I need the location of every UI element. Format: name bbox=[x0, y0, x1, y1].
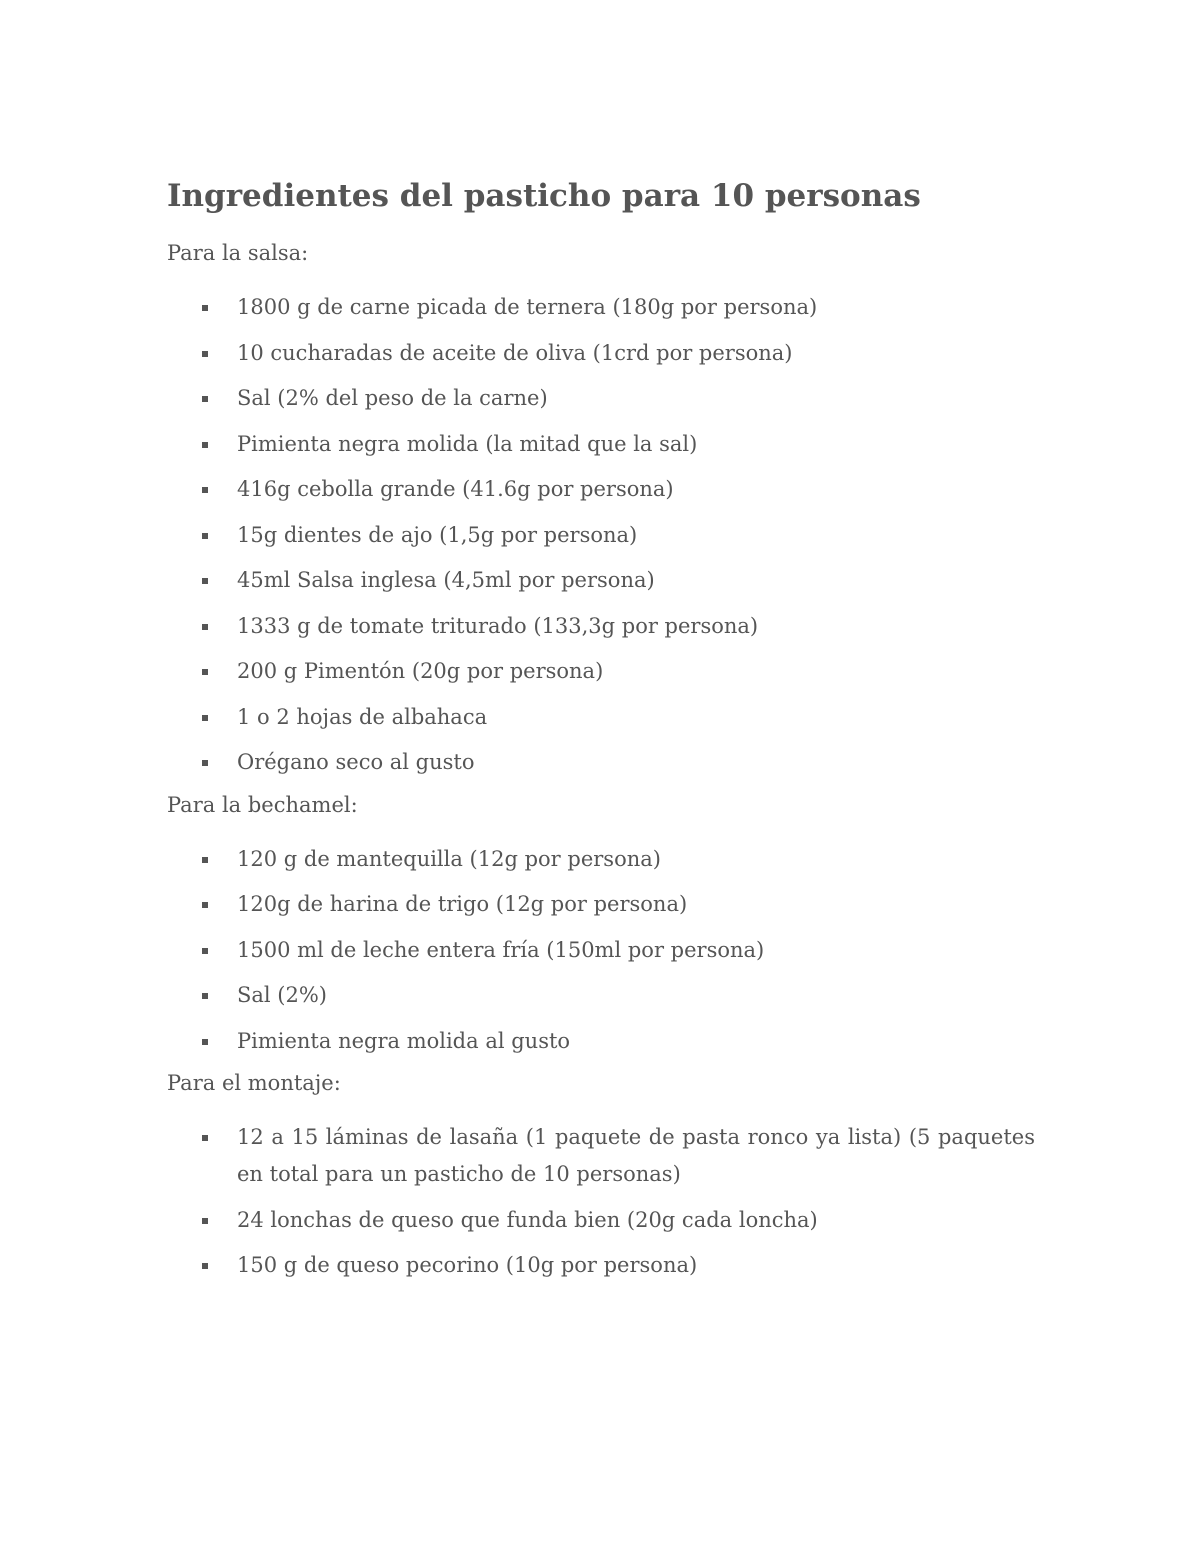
list-item: Sal (2%) bbox=[167, 977, 1035, 1014]
list-item: 12 a 15 láminas de lasaña (1 paquete de pasta ronco ya lista) (5 paquetes en total para un pasticho de 10 personas) bbox=[167, 1119, 1035, 1193]
document-page bbox=[167, 170, 1035, 1293]
bullet-icon bbox=[202, 533, 208, 539]
list-item: 416g cebolla grande (41.6g por persona) bbox=[167, 471, 1035, 508]
bullet-icon bbox=[202, 351, 208, 357]
bullet-icon bbox=[202, 305, 208, 311]
bullet-icon bbox=[202, 902, 208, 908]
bullet-icon bbox=[202, 487, 208, 493]
bullet-icon bbox=[202, 578, 208, 584]
bullet-icon bbox=[202, 1039, 208, 1045]
bullet-icon bbox=[202, 857, 208, 863]
list-item: Pimienta negra molida (la mitad que la sal) bbox=[167, 426, 1035, 463]
list-item: 1 o 2 hojas de albahaca bbox=[167, 699, 1035, 736]
ingredient-list-salsa bbox=[167, 289, 1035, 781]
list-item: 1500 ml de leche entera fría (150ml por persona) bbox=[167, 932, 1035, 969]
list-item: 120g de harina de trigo (12g por persona) bbox=[167, 886, 1035, 923]
list-item: Sal (2% del peso de la carne) bbox=[167, 380, 1035, 417]
list-item: 15g dientes de ajo (1,5g por persona) bbox=[167, 517, 1035, 554]
section-heading-salsa: Para la salsa: bbox=[167, 241, 309, 265]
list-item: Orégano seco al gusto bbox=[167, 744, 1035, 781]
bullet-icon bbox=[202, 1263, 208, 1269]
bullet-icon bbox=[202, 624, 208, 630]
bullet-icon bbox=[202, 948, 208, 954]
list-item: 1800 g de carne picada de ternera (180g por persona) bbox=[167, 289, 1035, 326]
list-item: 45ml Salsa inglesa (4,5ml por persona) bbox=[167, 562, 1035, 599]
section-heading-montaje: Para el montaje: bbox=[167, 1071, 341, 1095]
bullet-icon bbox=[202, 715, 208, 721]
list-item: 150 g de queso pecorino (10g por persona) bbox=[167, 1247, 1035, 1284]
list-item: 120 g de mantequilla (12g por persona) bbox=[167, 841, 1035, 878]
page-title: Ingredientes del pasticho para 10 personas bbox=[167, 178, 921, 214]
list-item: 200 g Pimentón (20g por persona) bbox=[167, 653, 1035, 690]
bullet-icon bbox=[202, 1218, 208, 1224]
bullet-icon bbox=[202, 993, 208, 999]
list-item: 10 cucharadas de aceite de oliva (1crd por persona) bbox=[167, 335, 1035, 372]
bullet-icon bbox=[202, 1135, 208, 1141]
list-item: Pimienta negra molida al gusto bbox=[167, 1023, 1035, 1060]
ingredient-list-montaje bbox=[167, 1119, 1035, 1284]
bullet-icon bbox=[202, 396, 208, 402]
bullet-icon bbox=[202, 760, 208, 766]
list-item: 24 lonchas de queso que funda bien (20g cada loncha) bbox=[167, 1202, 1035, 1239]
bullet-icon bbox=[202, 669, 208, 675]
list-item: 1333 g de tomate triturado (133,3g por persona) bbox=[167, 608, 1035, 645]
bullet-icon bbox=[202, 442, 208, 448]
ingredient-list-bechamel bbox=[167, 841, 1035, 1060]
section-heading-bechamel: Para la bechamel: bbox=[167, 792, 358, 817]
